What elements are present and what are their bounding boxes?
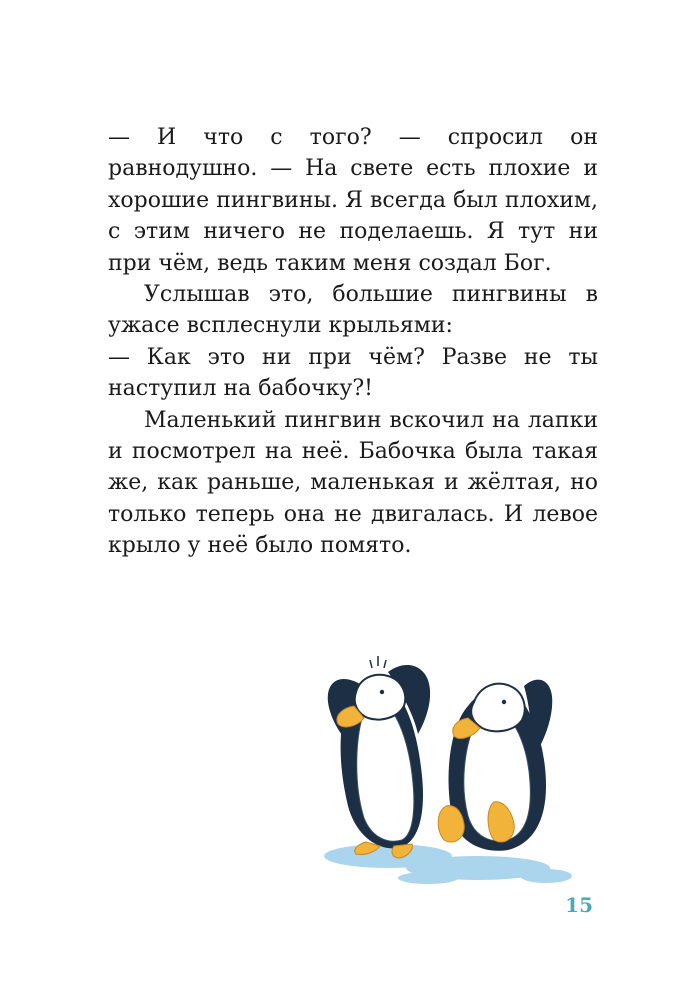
right-penguin	[438, 680, 552, 851]
paragraph-text: — И что с того? — спросил он равнодушно. — На свете есть плохие и хорошие пингвины. Я всегда был плохим, с этим ничего не поделаешь. Я тут ни при чём, ведь таким меня создал Бог.	[108, 125, 598, 276]
paragraph	[108, 122, 598, 279]
paragraph-text: Маленький пингвин вскочил на лапки и посмотрел на неё. Бабочка была такая же, как раньше, маленькая и жёлтая, но только теперь она не двигалась. И левое крыло у неё было помято.	[108, 407, 598, 559]
left-penguin	[328, 656, 430, 858]
paragraph-text: — Как это ни при чём? Разве не ты наступил на бабочку?!	[108, 344, 598, 402]
page-number: 15	[565, 893, 593, 917]
paragraph	[108, 279, 598, 342]
paragraph-text: Услышав это, большие пингвины в ужасе всплеснули крыльями:	[108, 282, 598, 339]
paragraph	[108, 405, 598, 562]
paragraph	[108, 342, 598, 405]
two-penguins-illustration	[318, 646, 578, 890]
body-text	[108, 122, 598, 562]
